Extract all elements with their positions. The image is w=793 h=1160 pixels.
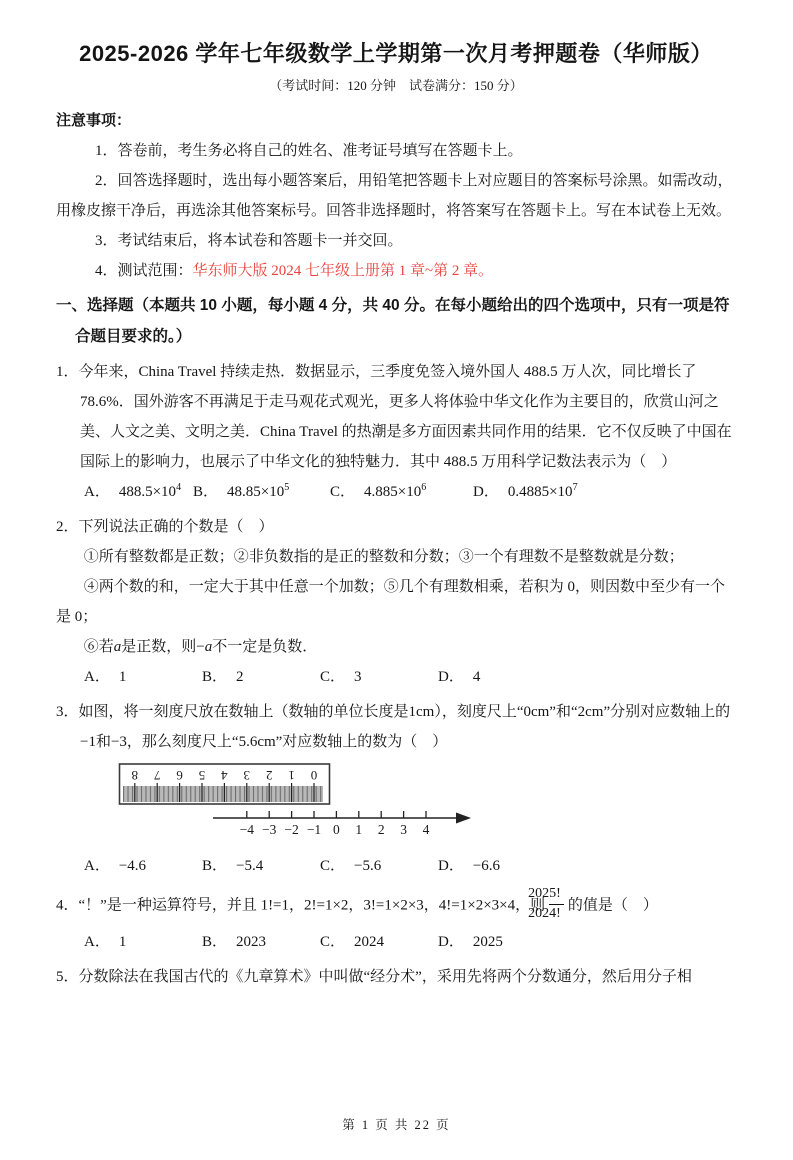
question-4-options <box>56 927 736 957</box>
question-2 <box>56 512 736 692</box>
question-2-statement-2: ④两个数的和，一定大于其中任意一个加数；⑤几个有理数相乘，若积为 0，则因数中至少有一个是 0； <box>56 579 726 625</box>
svg-text:0: 0 <box>333 822 340 837</box>
number-line <box>213 811 471 837</box>
question-5 <box>56 962 736 992</box>
svg-text:1: 1 <box>288 768 295 783</box>
svg-text:8: 8 <box>131 768 139 783</box>
option-d: D． 2025 <box>438 933 503 950</box>
svg-text:−4: −4 <box>239 822 254 837</box>
question-2-statement-1: ①所有整数都是正数；②非负数指的是正的整数和分数；③一个有理数不是整数就是分数； <box>83 549 684 565</box>
exam-page <box>0 38 793 1160</box>
svg-text:6: 6 <box>176 768 183 783</box>
axis-arrow <box>456 813 471 824</box>
question-2-options <box>56 662 736 692</box>
notice-item-4-prefix: 4．测试范围： <box>95 263 193 279</box>
svg-text:4: 4 <box>221 768 228 783</box>
ruler-box <box>120 764 330 804</box>
option-c: C． 2024 <box>320 933 385 950</box>
svg-text:−2: −2 <box>284 822 299 837</box>
option-a: A． 1 <box>84 933 127 950</box>
ruler-number-line-svg <box>118 760 478 838</box>
option-d: D． 4 <box>438 669 481 685</box>
option-b: B． $48.85\times 10^5$ <box>193 482 290 500</box>
option-d: D． −6.6 <box>438 858 501 874</box>
question-1-text: 1．今年来，China Travel 持续走热．数据显示，三季度免签入境外国人 488.5 万人次，同比增长了 78.6%．国外游客不再满足于走马观花式观光，更多人将体验中华文化作为主要目的，欣赏山河之美、人文之美、文明之美．China Travel 的热潮是多方面因素共同作用的结果．它不仅反映了中国在国际上的影响力，也展示了中华文化的独特魅力．其中 488.5 万用科学记数法表示为（ ） <box>56 364 732 470</box>
option-a: A． −4.6 <box>84 858 147 874</box>
notice-item-4 <box>56 256 736 286</box>
notice-item-1: 1．答卷前，考生务必将自己的姓名、准考证号填写在答题卡上。 <box>95 143 523 159</box>
question-3-options <box>56 851 736 881</box>
notice-item-3: 3．考试结束后，将本试卷和答题卡一并交回。 <box>95 233 403 249</box>
question-1 <box>56 357 736 507</box>
ruler-scale-numbers <box>132 768 318 783</box>
svg-text:3: 3 <box>400 822 407 837</box>
ruler-number-line-figure <box>118 760 736 849</box>
svg-text:2: 2 <box>377 822 385 837</box>
math-var-a: a <box>113 639 122 655</box>
option-c: C． $4.885\times 10^6$ <box>330 482 427 500</box>
math-var-a: a <box>204 639 213 655</box>
question-3 <box>56 697 736 881</box>
notice-item-2: 2．回答选择题时，选出每小题答案后，用铅笔把答题卡上对应题目的答案标号涂黑。如需改动，用橡皮擦干净后，再选涂其他答案标号。回答非选择题时，将答案写在答题卡上。写在本试卷上无效。 <box>56 173 733 219</box>
svg-text:−1: −1 <box>306 822 322 837</box>
option-d: D． $0.4885\times 10^7$ <box>473 482 578 500</box>
exam-meta: （考试时间：120 分钟 试卷满分：150 分） <box>269 78 523 93</box>
svg-text:7: 7 <box>153 768 161 783</box>
option-b: B． −5.4 <box>202 858 264 874</box>
svg-text:3: 3 <box>243 768 251 783</box>
notice-item-4-scope: 华东师大版 2024 七年级上册第 1 章~第 2 章。 <box>192 263 494 279</box>
page-title: 2025-2026 学年七年级数学上学期第一次月考押题卷（华师版） <box>79 41 713 66</box>
option-a: A． $488.5\times 10^4$ <box>84 482 182 500</box>
page-number-footer: 第 1 页 共 22 页 <box>342 1118 451 1132</box>
svg-text:0: 0 <box>310 768 318 783</box>
notices-heading: 注意事项： <box>56 112 132 129</box>
notices-block <box>56 106 736 286</box>
axis-tick-labels <box>240 822 430 837</box>
question-1-options <box>56 477 736 507</box>
svg-text:−3: −3 <box>262 822 277 837</box>
factorial-fraction: $\frac{2025!}{2024!}$ <box>549 886 564 923</box>
svg-text:1: 1 <box>355 822 363 837</box>
question-2-text: 2．下列说法正确的个数是（ ） <box>56 519 274 535</box>
question-2-statement-3: ⑥若a是正数，则−a不一定是负数． <box>83 639 318 655</box>
question-5-text: 5．分数除法在我国古代的《九章算术》中叫做“经分术”，采用先将两个分数通分，然后用分子相 <box>56 968 692 985</box>
question-4-text: 4．“！”是一种运算符号，并且 1!=1，2!=1×2，3!=1×2×3，4!=1×2×3×4，则 $\frac{2025!}{2024!}$ 的值是（ ） <box>56 886 658 921</box>
option-c: C． 3 <box>320 669 362 685</box>
option-b: B． 2 <box>202 669 244 685</box>
question-4 <box>56 886 736 957</box>
option-c: C． −5.6 <box>320 858 382 874</box>
svg-text:4: 4 <box>422 822 430 837</box>
svg-text:5: 5 <box>198 768 206 783</box>
svg-text:2: 2 <box>265 768 273 783</box>
section-1-heading: 一、选择题（本题共 10 小题，每小题 4 分，共 40 分。在每小题给出的四个选项中，只有一项是符合题目要求的。） <box>56 297 730 345</box>
option-b: B． 2023 <box>202 933 267 950</box>
question-3-text: 3．如图，将一刻度尺放在数轴上（数轴的单位长度是1cm），刻度尺上“0cm”和“2cm”分别对应数轴上的−1和−3，那么刻度尺上“5.6cm”对应数轴上的数为（ ） <box>56 704 731 750</box>
option-a: A． 1 <box>84 669 127 685</box>
